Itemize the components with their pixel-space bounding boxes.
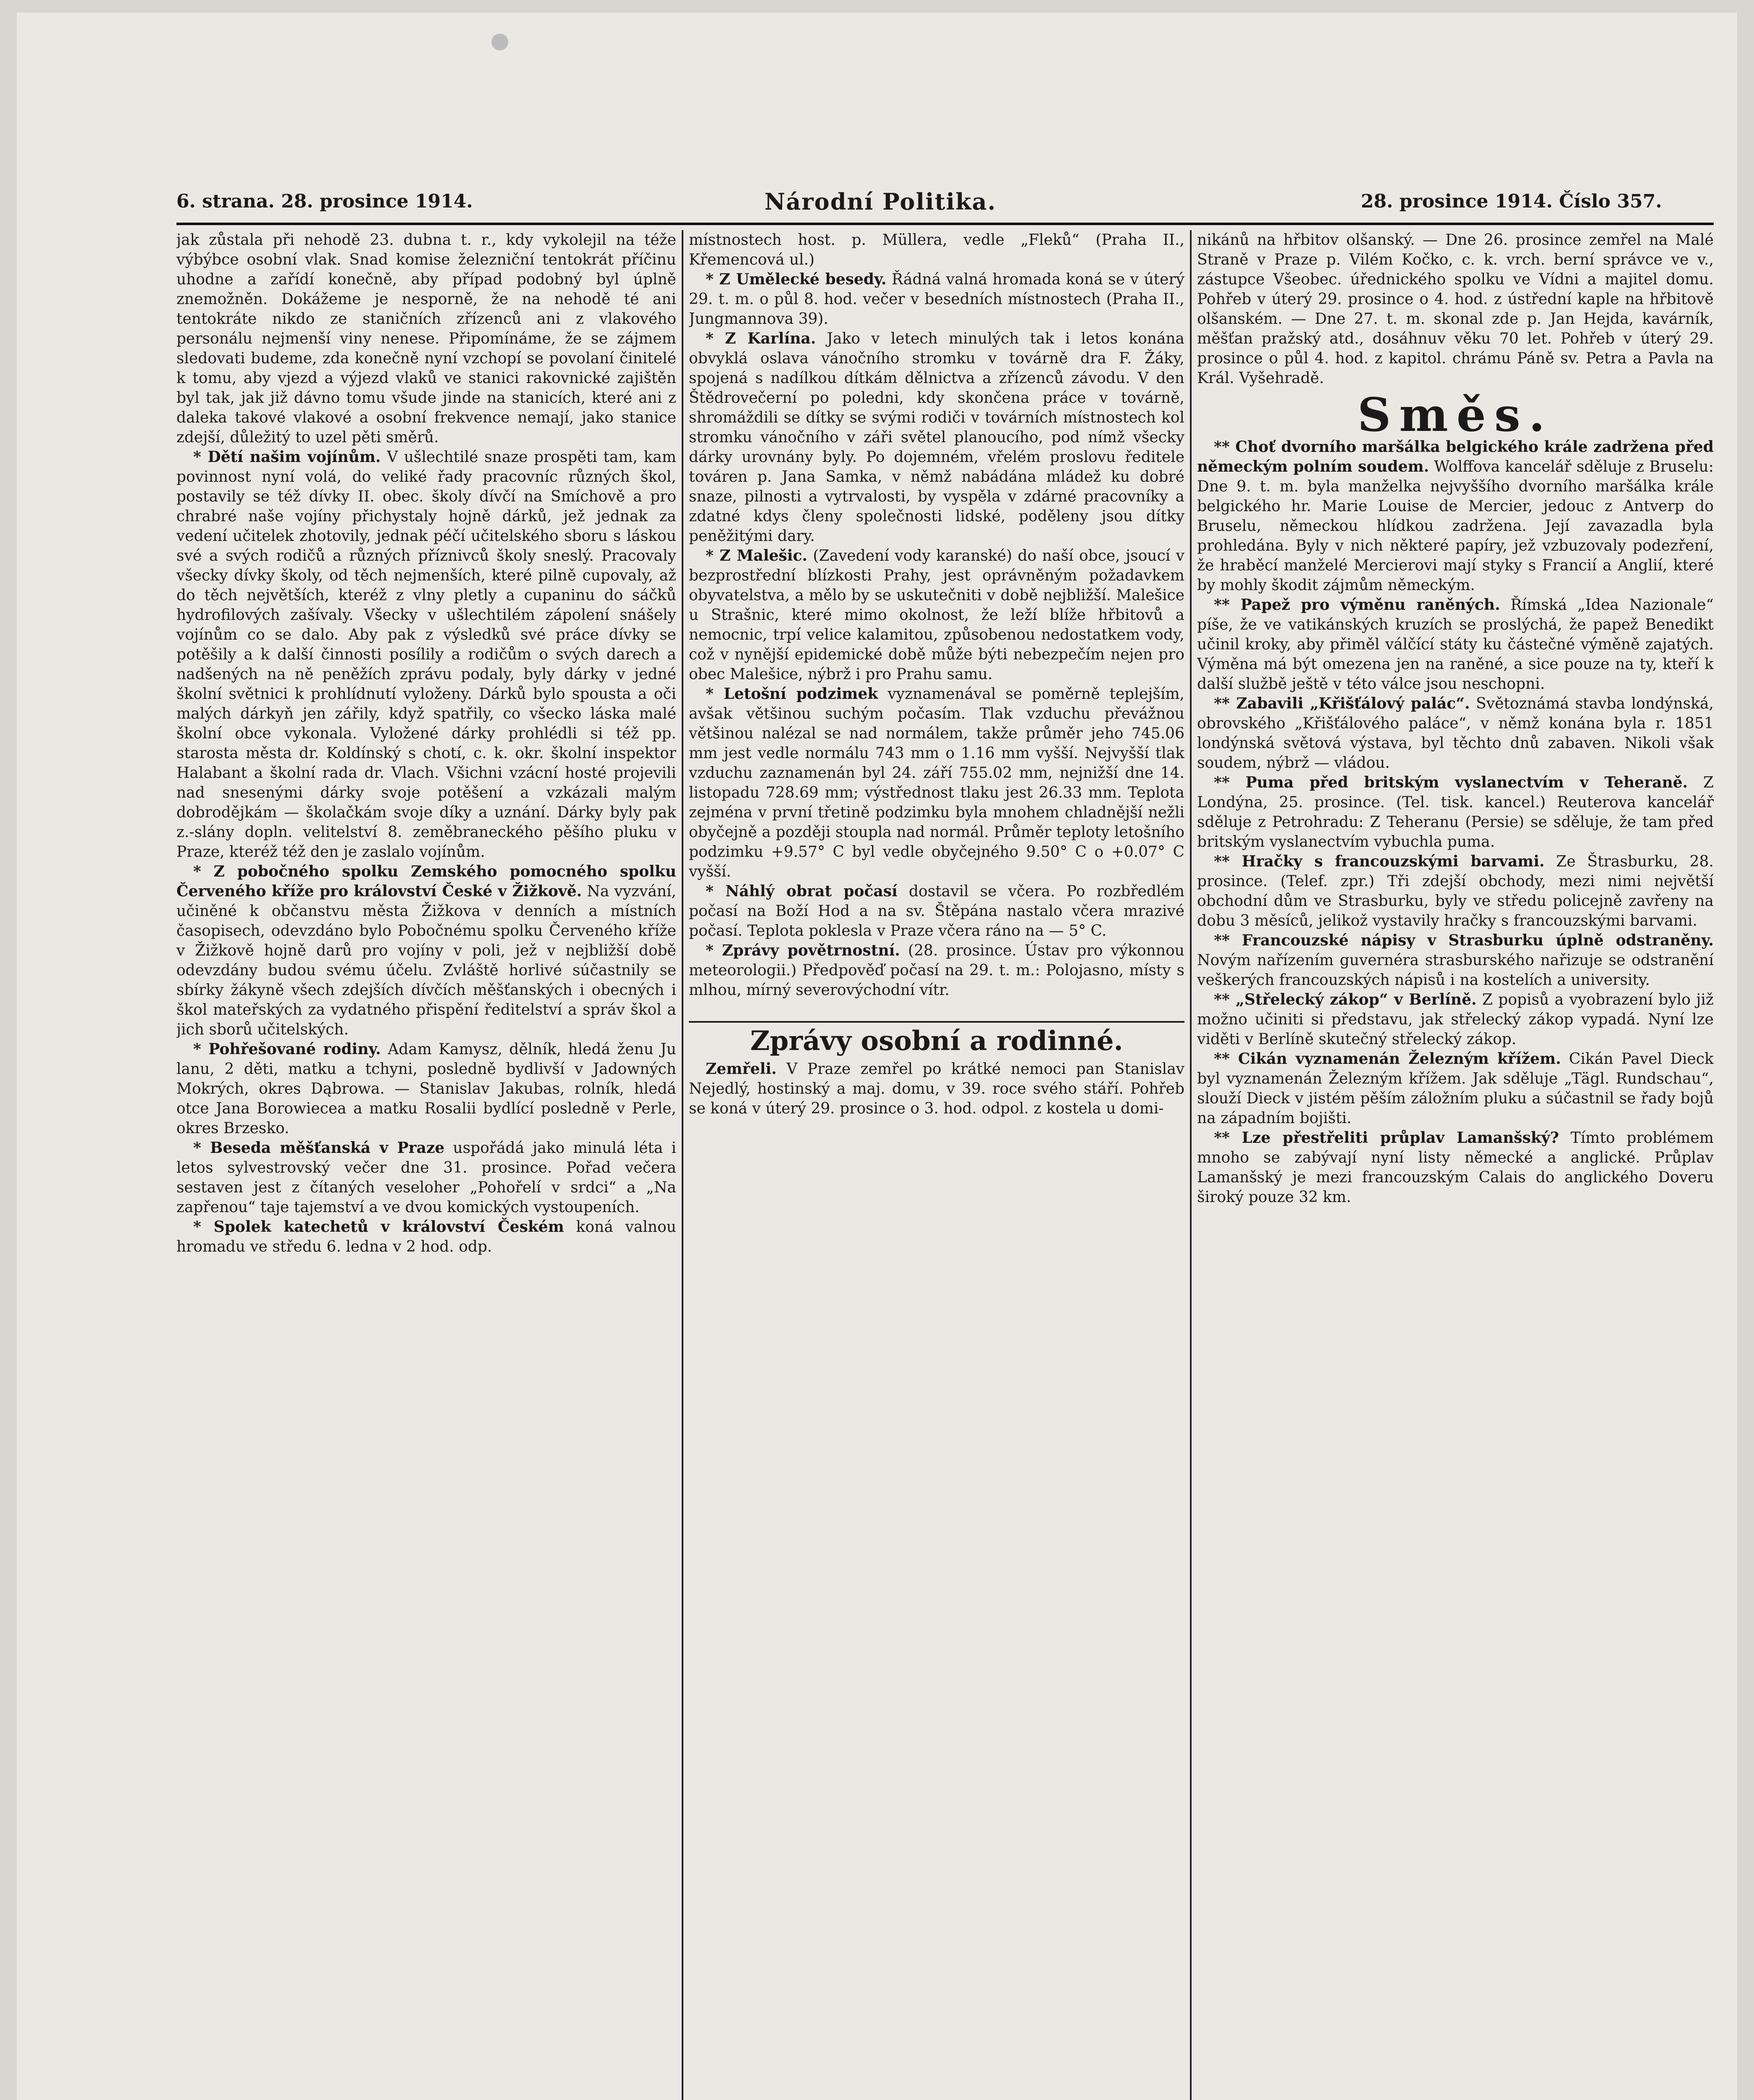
section-heading: Směs. xyxy=(1357,388,1554,442)
article xyxy=(689,882,1184,941)
article xyxy=(176,447,676,862)
article xyxy=(689,329,1184,546)
article-body: V Praze zemřel po krátké nemoci pan Stanislav Nejedlý, hostinský a maj. domu, v 39. roce svého stáří. Pohřeb se koná v úterý 29. prosince o 3. hod. odpol. z kostela u domi- xyxy=(689,1060,1184,1117)
article-body: (28. prosince. Ústav pro výkonnou meteorologii.) Předpověď počasí na 29. t. m.: Polojasno, místy s mlhou, mírný severovýchodní vítr. xyxy=(689,942,1184,999)
article-title: * Dětí našim vojínům. xyxy=(193,448,381,466)
article-title: * Zprávy povětrnostní. xyxy=(706,942,900,959)
article-title: * Z Umělecké besedy. xyxy=(706,270,887,288)
article-body: Tímto problémem mnoho se zabývají nyní listy německé a anglické. Průplav Lamanšský je mezi francouzským Calais do anglického Doveru široký pouze 32 km. xyxy=(1197,1129,1714,1206)
page-header xyxy=(17,189,1737,218)
article-title: * Letošní podzimek xyxy=(706,685,878,703)
article-title: ** Francouzské nápisy v Strasburku úplně odstraněny. xyxy=(1214,932,1714,949)
article-body: vyznamenával se poměrně teplejším, avšak většinou suchým počasím. Tlak vzduchu převážnou většinou nalézal se nad normálem, takže průměr jeho 745.06 mm jest vedle normálu 743 mm o 1.16 mm vyšší. Nejvyšší tlak vzduchu zaznamenán byl 24. září 755.02 mm, nejnižší dne 14. listopadu 728.69 mm; výstřednost tlaku jest 26.33 mm. Teplota zejména v první třetině podzimku byla mnohem chladnější nežli obyčejně a později stoupla nad normál. Průměr teploty letošního podzimku +9.57° C byl vedle obyčejného 9.50° C o +0.07° C vyšší. xyxy=(689,685,1184,880)
article xyxy=(1197,852,1714,931)
article-body: Z popisů a vyobrazení bylo již možno učiniti si představu, jak střelecký zákop vypadá. Nyní lze viděti v Berlíně skutečný střelecký zákop. xyxy=(1197,991,1714,1048)
article xyxy=(1197,773,1714,852)
article xyxy=(689,1059,1184,1118)
article-body: Ze Štrasburku, 28. prosince. (Telef. zpr.) Tři zdejší obchody, mezi nimi největší obchodní dům ve Strasburku, byly ve středu policejně zavřeny na dobu 3 měsíců, jelikož vystavily hračky s francouzskými barvami. xyxy=(1197,853,1714,929)
article xyxy=(176,862,676,1040)
article-title: Zemřeli. xyxy=(706,1060,777,1078)
article-title: ** „Střelecký zákop“ v Berlíně. xyxy=(1214,991,1477,1008)
article-title: ** Hračky s francouzskými barvami. xyxy=(1214,853,1545,870)
article xyxy=(1197,931,1714,990)
article-title: ** Lze přestřeliti průplav Lamanšský? xyxy=(1214,1129,1559,1147)
article xyxy=(1197,694,1714,773)
article-body: Jako v letech minulých tak i letos konána obvyklá oslava vánočního stromku v továrně dra F. Žáky, spojená s nadílkou dítkám dělnictva a zřízenců závodu. V den Štědrovečerní po poledni, kdy skončena práce v továrně, shromáždili se dítky se svými rodiči v továrních místnostech kol stromku vánočního v záři světel planoucího, pod nímž všecky dárky urovnány byly. Po dojemném, vřelém proslovu ředitele továren p. Jana Samka, v němž nabádána mládež ku dobré snaze, pilnosti a vytrvalosti, by vyspěla v zdárné pracovníky a zdatné kdys členy společnosti lidské, poděleny jsou dítky peněžitými dary. xyxy=(689,330,1184,545)
article-body: V ušlechtilé snaze prospěti tam, kam povinnost nyní volá, do veliké řady pracovníc různých škol, postavily se též dívky II. obec. školy dívčí na Smíchově a pro chrabré naše vojíny přichystaly hojně dárků, jež jednak za vedení učitelek zhotovily, jednak péčí učitelského sboru s láskou své a svých rodičů a různých příznivců školy sneslý. Pracovaly všecky dívky školy, od těch nejmenších, které pilně cupovaly, až do těch největších, kteréž z vlny pletly a cupaninu do sáčků hydrofilových zašívaly. Všecky v ušlechtilém zápolení snášely vojínům co se dalo. Aby pak z výsledků své práce dívky se potěšily a k další činnosti posílily a rodičům o svých darech a nadšených na ně peněžích zprávu podaly, byly dárky v jedné školní světnici k prohlídnutí vyloženy. Dárků bylo spousta a oči malých dárkyň jen zářily, když spatřily, co všecko láska malé školní obce vykonala. Vyložené dárky prohlédli si též pp. starosta města dr. Koldínský s chotí, c. k. okr. školní inspektor Halabant a školní rada dr. Vlach. Všichni vzácní hosté projevili nad snesenými dárky svoje potěšení a vzkázali malým dobrodějkám — školačkám svoje díky a uznání. Dárky byly pak z.-slány dopln. velitelství 8. zeměbraneckého pěšího pluku v Praze, kteréž též den je zaslalo vojínům. xyxy=(176,449,676,861)
article-body: Adam Kamysz, dělník, hledá ženu Ju lanu, 2 děti, matku a tchyni, posledně bydlivší v Jadowných Mokrých, okres Dąbrowa. — Stanislav Jakubas, rolník, hledá otce Jana Borowiecea a matku Rosalii bydlící posledně v Perle, okres Brzesko. xyxy=(176,1041,676,1137)
article-paragraph: místnostech host. p. Müllera, vedle „Fleků“ (Praha II., Křemencová ul.) xyxy=(689,231,1184,268)
article-body: Z Londýna, 25. prosince. (Tel. tisk. kancel.) Reuterova kancelář sděluje z Petrohradu: Z Teheranu (Persie) se sděluje, že tam před britským vyslanectvím vybuchla puma. xyxy=(1197,774,1714,850)
article-body: Římská „Idea Nazionale“ píše, že ve vatikánských kruzích se proslýchá, že papež Benedikt učinil kroky, aby přiměl válčící státy ku částečné výměně zajatých. Výměna má být omezena jen na raněné, a sice pouze na ty, kteří k další službě ještě v této válce jsou neschopni. xyxy=(1197,596,1714,693)
article-title: * Náhlý obrat počasí xyxy=(706,882,898,900)
newspaper-page xyxy=(17,13,1737,2100)
article-body: Wolffova kancelář sděluje z Bruselu: Dne 9. t. m. byla manželka nejvyššího dvorního maršálka krále belgického hr. Marie Louise de Mercier, jedouc z Antverp do Bruselu, německou hlídkou zadržena. Její zavazadla byla prohledána. Byly v nich některé papíry, jež vzbuzovaly podezření, že hraběcí manželé Mercierovi mají styky s Francií a Anglií, které by mohly škodit zájmům německým. xyxy=(1197,458,1714,594)
article-body: Řádná valná hromada koná se v úterý 29. t. m. o půl 8. hod. večer v besedních místnostech (Praha II., Jungmannova 39). xyxy=(689,271,1184,328)
header-left: 6. strana. 28. prosince 1914. xyxy=(176,191,473,212)
column-2 xyxy=(689,230,1184,2100)
article xyxy=(689,270,1184,329)
article-title: * Z pobočného spolku Zemského pomocného spolku Červeného kříže pro království České v Žižkově. xyxy=(176,863,676,900)
article xyxy=(689,684,1184,882)
masthead-title: Národní Politika. xyxy=(764,188,997,215)
article-body: koná valnou hromadu ve středu 6. ledna v 2 hod. odp. xyxy=(176,1218,676,1255)
article xyxy=(1197,1128,1714,1207)
column-1 xyxy=(176,230,676,2100)
article xyxy=(689,941,1184,1000)
article-title: ** Choť dvorního maršálka belgického krále zadržena před německým polním soudem. xyxy=(1197,438,1714,475)
article xyxy=(1197,990,1714,1049)
article-title: * Z Karlína. xyxy=(706,330,816,347)
article-paragraph: jak zůstala při nehodě 23. dubna t. r., kdy vykolejil na téže výbýbce osobní vlak. Snad komise železniční tentokrát příčinu uhodne a zařídí konečně, aby případ podobný byl úplně znemožněn. Dokážeme je nesporně, že na nehodě té ani tentokráte nikdo ze staničních zřízenců ani z vlakového personálu nejmenší viny nenese. Připomínáme, že se zájmem sledovati budeme, zda konečně nyní vzchopí se povolaní činitelé k tomu, aby vjezd a výjezd vlaků ve stanici rakovnické zajištěn byl tak, jak již dávno tomu všude jinde na stanicích, které ani z daleka takové vlakové a osobní frekvence nemají, jako stanice zdejší, důležitý to uzel pěti směrů. xyxy=(176,231,676,446)
article-title: ** Puma před britským vyslanectvím v Teheraně. xyxy=(1214,774,1688,791)
article-body: Světoznámá stavba londýnská, obrovského „Křišťálového paláce“, v němž konána byla r. 1851 londýnská světová výstava, byl těchto dnů zabaven. Nikoli však soudem, nýbrž — vládou. xyxy=(1197,695,1714,772)
article xyxy=(176,1217,676,1257)
header-right: 28. prosince 1914. Číslo 357. xyxy=(1361,191,1662,212)
column-divider xyxy=(682,230,683,2100)
article-body: Na vyzvání, učiněné k občanstvu města Žižkova v denních a místních časopisech, odevzdáno bylo Pobočnému spolku Červeného kříže v Žižkově hojně darů pro vojíny v poli, jež v nejbližší době odevzdány budou svému účelu. Zvláště horlivé súčastnily se sbírky žákyně všech zdejších dívčích měšťanských i obecných i škol mateřských za vydatného přispění ředitelství a správ škol a jich sborů učitelských. xyxy=(176,883,676,1038)
article xyxy=(1197,1049,1714,1128)
article-body: Novým nařízením guvernéra strasburského nařizuje se odstranění veškerých francouzských nápisů i na kostelích a university. xyxy=(1197,952,1714,989)
article-body: (Zavedení vody karanské) do naší obce, jsoucí v bezprostřední blízkosti Prahy, jest oprávněným požadavkem obyvatelstva, a mělo by se uskutečniti v době nejbližší. Malešice u Strašnic, které mimo okolnost, že leží blíže hřbitovů a nemocnic, trpí velice kalamitou, způsobenou nedostatkem vody, což v nynější epidemické době může býti nebezpečím nejen pro obec Malešice, nýbrž i pro Prahu samu. xyxy=(689,547,1184,683)
article-title: ** Zabavili „Křišťálový palác“. xyxy=(1214,695,1470,712)
article-title: * Pohřešované rodiny. xyxy=(193,1040,381,1058)
article xyxy=(176,1138,676,1217)
article xyxy=(689,546,1184,684)
column-divider xyxy=(1190,230,1192,2100)
column-3 xyxy=(1197,230,1714,2100)
article-body: Cikán Pavel Dieck byl vyznamenán Železným křížem. Jak sděluje „Tägl. Rundschau“, slouží Dieck v jistém pěším záložním pluku a súčastnil se řady bojů na západním bojišti. xyxy=(1197,1050,1714,1127)
article-title: * Beseda měšťanská v Praze xyxy=(193,1139,445,1157)
article-body: uspořádá jako minulá léta i letos sylvestrovský večer dne 31. prosince. Pořad večera sestaven jest z čítaných veseloher „Pohořelí v srdci“ a „Na zapřenou“ taje tajemství a ve dvou komických vystoupeních. xyxy=(176,1139,676,1216)
article-paragraph: nikánů na hřbitov olšanský. — Dne 26. prosince zemřel na Malé Straně v Praze p. Vilém Kočko, c. k. vrch. berní správce ve v., zástupce Všeobec. úřednického spolku ve Vídni a majitel domu. Pohřeb v úterý 29. prosince o 4. hod. z ústřední kaple na hřbitově olšanském. — Dne 27. t. m. skonal zde p. Jan Hejda, kavárník, měšťan pražský atd., dosáhnuv věku 70 let. Pohřeb v úterý 29. prosince o půl 4. hod. z kapitol. chrámu Páně sv. Petra a Pavla na Král. Vyšehradě. xyxy=(1197,231,1714,387)
article-title: * Z Malešic. xyxy=(706,547,808,564)
article xyxy=(1197,595,1714,694)
header-rule xyxy=(176,223,1714,225)
article-title: * Spolek katechetů v království Českém xyxy=(193,1218,564,1236)
article xyxy=(176,1040,676,1138)
article xyxy=(1197,437,1714,595)
scan-blemish xyxy=(491,34,508,50)
article-title: ** Papež pro výměnu raněných. xyxy=(1214,596,1500,614)
article-title: ** Cikán vyznamenán Železným křížem. xyxy=(1214,1050,1561,1068)
section-heading: Zprávy osobní a rodinné. xyxy=(689,1021,1184,1051)
article-body: dostavil se včera. Po rozbředlém počasí na Boží Hod a na sv. Štěpána nastalo včera mrazivé počasí. Teplota poklesla v Praze včera ráno na — 5° C. xyxy=(689,883,1184,940)
